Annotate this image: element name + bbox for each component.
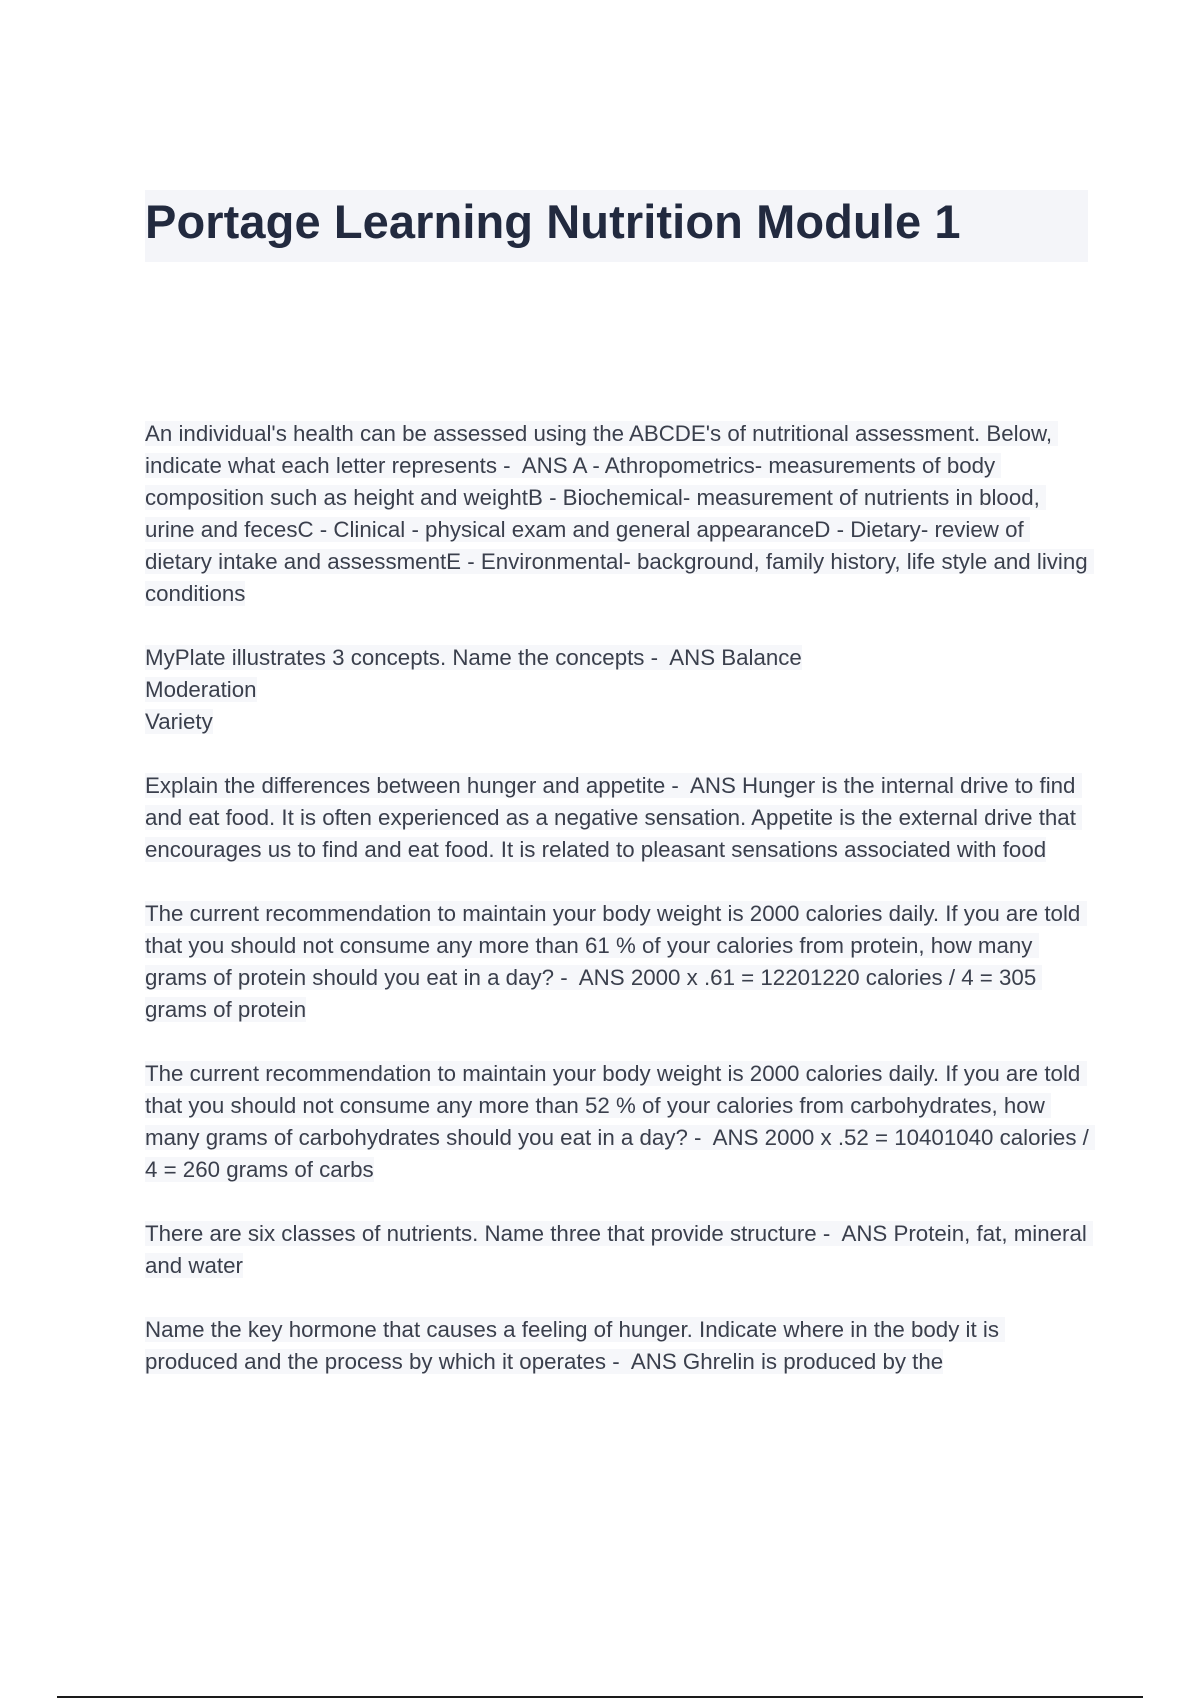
qa-text: MyPlate illustrates 3 concepts. Name the concepts - ANS Balance Moderation Variety: [145, 645, 802, 734]
qa-item: [145, 1218, 1094, 1282]
qa-item: [145, 418, 1094, 610]
qa-item: [145, 1058, 1096, 1186]
qa-item: [145, 898, 1090, 1026]
qa-item: [145, 770, 1090, 866]
qa-text: There are six classes of nutrients. Name three that provide structure - ANS Protein, fat, mineral and water: [145, 1221, 1094, 1278]
title-block: [145, 190, 1088, 262]
qa-text: Explain the differences between hunger and appetite - ANS Hunger is the internal drive to find and eat food. It is often experienced as a negative sensation. Appetite is the external drive that encourages us to find and eat food. It is related to pleasant sensations associated with food: [145, 773, 1083, 862]
page-footer-rule: [57, 1696, 1143, 1698]
qa-text: The current recommendation to maintain your body weight is 2000 calories daily. If you are told that you should not consume any more than 52 % of your calories from carbohydrates, how many grams of carbohydrates should you eat in a day? - ANS 2000 x .52 = 10401040 calories / 4 = 260 grams of carbs: [145, 1061, 1096, 1182]
qa-text: The current recommendation to maintain your body weight is 2000 calories daily. If you are told that you should not consume any more than 61 % of your calories from protein, how many grams of protein should you eat in a day? - ANS 2000 x .61 = 12201220 calories / 4 = 305 grams of protein: [145, 901, 1087, 1022]
qa-item: [145, 642, 1090, 738]
qa-item: [145, 1314, 1090, 1378]
page-title: Portage Learning Nutrition Module 1: [145, 195, 961, 248]
document-body: [145, 418, 1096, 1410]
qa-text: Name the key hormone that causes a feeling of hunger. Indicate where in the body it is produced and the process by which it operates - ANS Ghrelin is produced by the: [145, 1317, 1006, 1374]
qa-text: An individual's health can be assessed using the ABCDE's of nutritional assessment. Below, indicate what each letter represents - ANS A - Athropometrics- measurements of body composition such as height and weightB - Biochemical- measurement of nutrients in blood, urine and fecesC - Clinical - physical exam and general appearanceD - Dietary- review of dietary intake and assessmentE - Environmental- background, family history, life style and living conditions: [145, 421, 1094, 606]
